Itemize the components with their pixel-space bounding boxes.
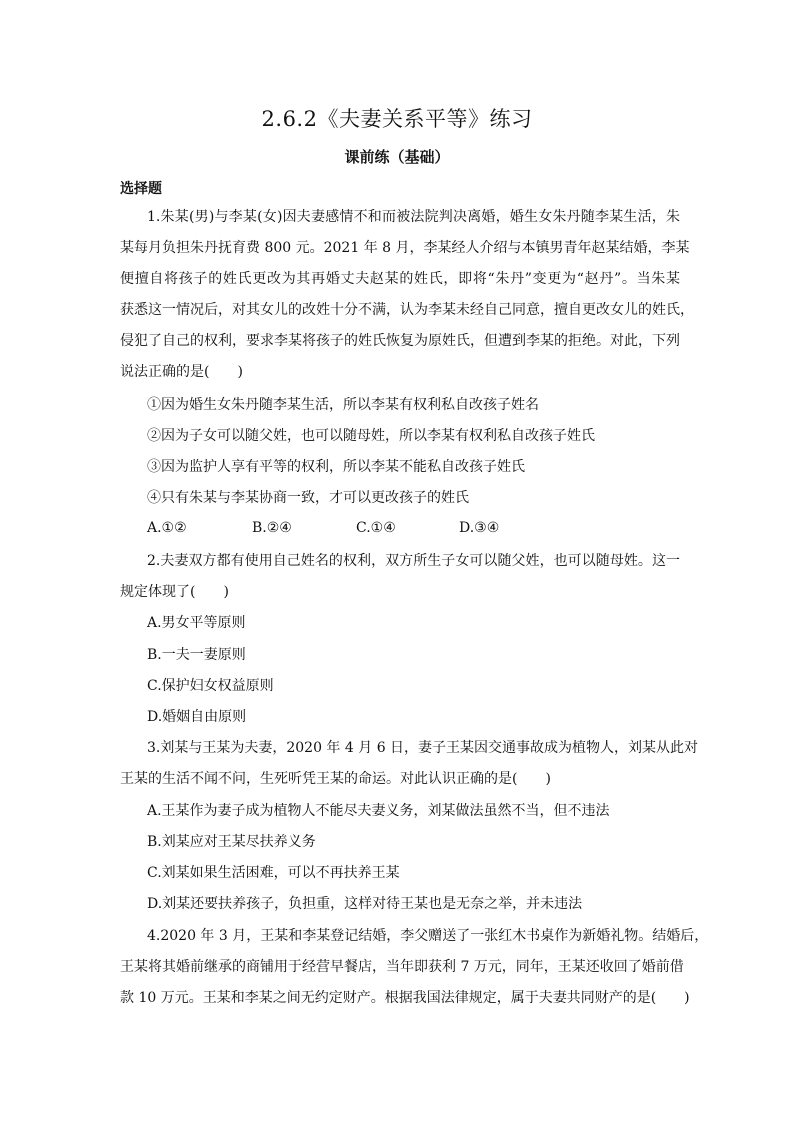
q3-line-2: 王某的生活不闻不问，生死听凭王某的命运。对此认识正确的是( ) (120, 771, 551, 787)
q2-option-b: B.一夫一妻原则 (147, 647, 246, 663)
q2-option-d: D.婚姻自由原则 (147, 709, 247, 725)
q1-option-b: B.②④ (252, 520, 292, 536)
q3-line-1: 3.刘某与王某为夫妻，2020 年 4 月 6 日，妻子王某因交通事故成为植物人，刘某从此对 (147, 740, 699, 756)
q1-option-a: A.①② (147, 520, 187, 536)
q1-statement-2: ②因为子女可以随父姓，也可以随母姓，所以李某有权利私自改孩子姓氏 (147, 428, 595, 444)
q1-line-5: 侵犯了自己的权利，要求李某将孩子的姓氏恢复为原姓氏，但遭到李某的拒绝。对此，下列 (120, 333, 680, 349)
q1-line-4: 获悉这一情况后，对其女儿的改姓十分不满，认为李某未经自己同意，擅自更改女儿的姓氏， (120, 302, 694, 318)
page-title: 2.6.2《夫妻关系平等》练习 (261, 107, 533, 131)
q1-option-c: C.①④ (356, 520, 396, 536)
q1-line-2: 某每月负担朱丹抚育费 800 元。2021 年 8 月，李某经人介绍与本镇男青年赵某结婚，李某 (120, 240, 690, 256)
q4-line-2: 王某将其婚前继承的商铺用于经营早餐店，当年即获利 7 万元，同年，王某还收回了婚前借 (120, 959, 684, 975)
q3-option-d: D.刘某还要扶养孩子，负担重，这样对待王某也是无奈之举，并未违法 (147, 896, 583, 912)
section-heading: 选择题 (120, 181, 162, 197)
q1-statement-1: ①因为婚生女朱丹随李某生活，所以李某有权利私自改孩子姓名 (147, 397, 539, 413)
q1-statement-4: ④只有朱某与李某协商一致，才可以更改孩子的姓氏 (147, 490, 469, 506)
q2-option-a: A.男女平等原则 (147, 615, 246, 631)
q2-line-2: 规定体现了( ) (120, 584, 229, 600)
q4-line-3: 款 10 万元。王某和李某之间无约定财产。根据我国法律规定，属于夫妻共同财产的是( ) (120, 990, 690, 1006)
q1-line-6: 说法正确的是( ) (120, 364, 243, 380)
q3-option-a: A.王某作为妻子成为植物人不能尽夫妻义务，刘某做法虽然不当，但不违法 (147, 803, 610, 819)
q3-option-b: B.刘某应对王某尽扶养义务 (147, 834, 316, 850)
q1-line-1: 1.朱某(男)与李某(女)因夫妻感情不和而被法院判决离婚，婚生女朱丹随李某生活，朱 (147, 209, 680, 225)
q1-statement-3: ③因为监护人享有平等的权利，所以李某不能私自改孩子姓氏 (147, 459, 525, 475)
q3-option-c: C.刘某如果生活困难，可以不再扶养王某 (147, 865, 400, 881)
page-subtitle: 课前练（基础） (344, 148, 450, 166)
q2-option-c: C.保护妇女权益原则 (147, 678, 274, 694)
q2-line-1: 2.夫妻双方都有使用自己姓名的权利，双方所生子女可以随父姓，也可以随母姓。这一 (147, 553, 680, 569)
q1-option-d: D.③④ (459, 520, 500, 536)
q4-line-1: 4.2020 年 3 月，王某和李某登记结婚，李父赠送了一张红木书桌作为新婚礼物。结婚后， (147, 928, 709, 944)
q1-line-3: 便擅自将孩子的姓氏更改为其再婚丈夫赵某的姓氏，即将“朱丹”变更为“赵丹”。当朱某 (120, 271, 680, 287)
